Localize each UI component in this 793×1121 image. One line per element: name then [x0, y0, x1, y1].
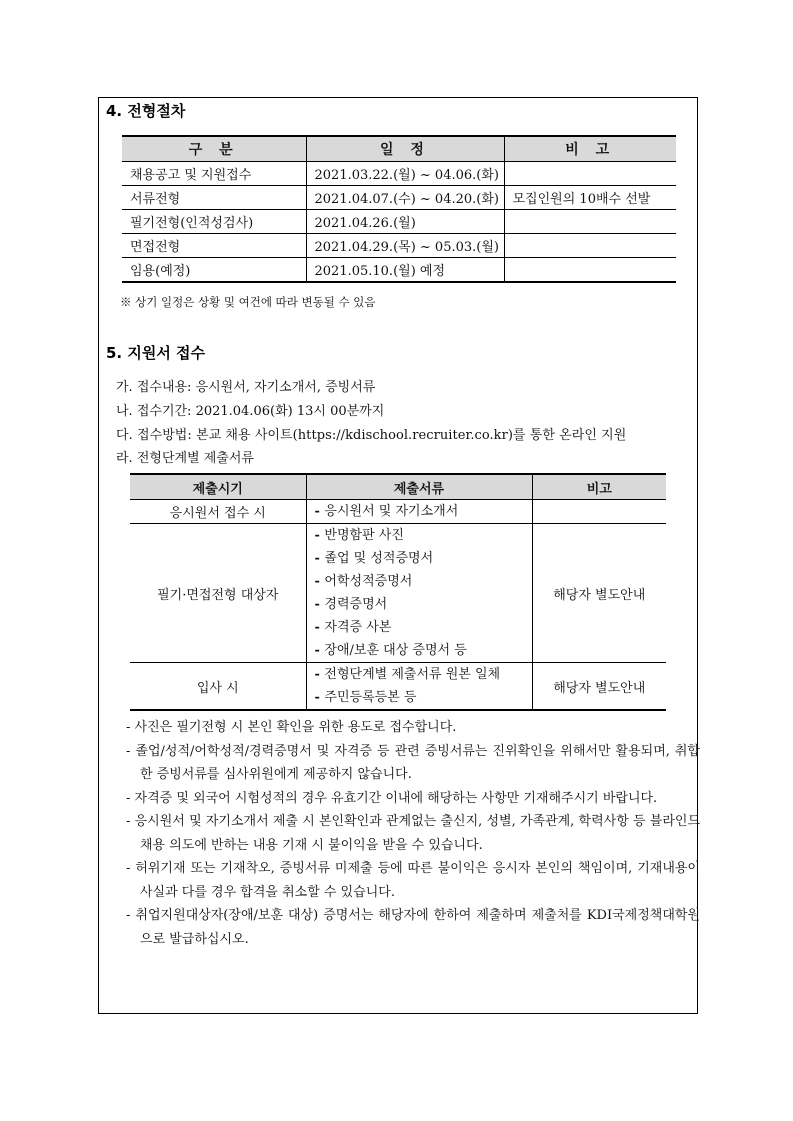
table-row [130, 524, 666, 663]
schedule-table [122, 135, 676, 283]
submission-remark: 해당자 별도안내 [532, 663, 666, 711]
note-item: - 허위기재 또는 기재착오, 증빙서류 미제출 등에 따른 불이익은 응시자 본인의 책임이며, 기재내용이 사실과 다를 경우 합격을 취소할 수 있습니다. [126, 857, 700, 904]
schedule-date: 2021.05.10.(월) 예정 [306, 258, 504, 283]
schedule-date: 2021.04.29.(목) ~ 05.03.(월) [306, 234, 504, 258]
documents-header: 비고 [532, 474, 666, 500]
documents-header: 제출서류 [306, 474, 532, 500]
schedule-header: 구 분 [122, 136, 306, 162]
document-item: - 반명함판 사진 [315, 524, 532, 547]
schedule-remark [504, 258, 676, 283]
table-row [122, 258, 676, 283]
schedule-remark [504, 162, 676, 186]
documents-header: 제출시기 [130, 474, 306, 500]
schedule-header: 일 정 [306, 136, 504, 162]
schedule-date: 2021.04.26.(월) [306, 210, 504, 234]
note-item: - 졸업/성적/어학성적/경력증명서 및 자격증 등 관련 증빙서류는 진위확인을 위해서만 활용되며, 취합한 증빙서류를 심사위원에게 제공하지 않습니다. [126, 740, 700, 787]
schedule-date: 2021.03.22.(월) ~ 04.06.(화) [306, 162, 504, 186]
submission-stage: 필기·면접전형 대상자 [130, 524, 306, 663]
schedule-remark [504, 234, 676, 258]
list-item: 다. 접수방법: 본교 채용 사이트(https://kdischool.recruiter.co.kr)를 통한 온라인 지원 [116, 428, 627, 443]
schedule-stage: 필기전형(인적성검사) [122, 210, 306, 234]
schedule-remark: 모집인원의 10배수 선발 [504, 186, 676, 210]
list-item: 가. 접수내용: 응시원서, 자기소개서, 증빙서류 [116, 380, 376, 395]
document-item: - 장애/보훈 대상 증명서 등 [315, 639, 532, 662]
schedule-remark [504, 210, 676, 234]
note-item: - 응시원서 및 자기소개서 제출 시 본인확인과 관계없는 출신지, 성별, 가족관계, 학력사항 등 블라인드 채용 의도에 반하는 내용 기재 시 불이익을 받을 수 있습니다. [126, 810, 700, 857]
document-item: - 졸업 및 성적증명서 [315, 547, 532, 570]
submission-notes [126, 716, 700, 951]
schedule-note: ※ 상기 일정은 상황 및 여건에 따라 변동될 수 있음 [120, 295, 376, 309]
schedule-stage: 임용(예정) [122, 258, 306, 283]
table-row [122, 210, 676, 234]
submission-docs [306, 500, 532, 524]
table-row [130, 663, 666, 711]
document-item: - 경력증명서 [315, 593, 532, 616]
schedule-stage: 면접전형 [122, 234, 306, 258]
submission-stage: 입사 시 [130, 663, 306, 711]
submission-docs [306, 524, 532, 663]
document-item: - 자격증 사본 [315, 616, 532, 639]
documents-table [130, 473, 666, 711]
table-row [122, 162, 676, 186]
document-item: - 주민등록등본 등 [315, 686, 532, 709]
submission-remark: 해당자 별도안내 [532, 524, 666, 663]
table-row [122, 234, 676, 258]
submission-remark [532, 500, 666, 524]
note-item: - 취업지원대상자(장애/보훈 대상) 증명서는 해당자에 한하여 제출하며 제출처를 KDI국제정책대학원으로 발급하십시오. [126, 904, 700, 951]
submission-docs [306, 663, 532, 711]
list-item: 나. 접수기간: 2021.04.06(화) 13시 00분까지 [116, 404, 385, 419]
document-item: - 응시원서 및 자기소개서 [315, 500, 532, 523]
schedule-header: 비 고 [504, 136, 676, 162]
note-item: - 사진은 필기전형 시 본인 확인을 위한 용도로 접수합니다. [126, 716, 700, 740]
table-row [122, 186, 676, 210]
document-item: - 어학성적증명서 [315, 570, 532, 593]
schedule-date: 2021.04.07.(수) ~ 04.20.(화) [306, 186, 504, 210]
list-item: 라. 전형단계별 제출서류 [116, 451, 254, 466]
section4-heading: 4. 전형절차 [106, 102, 186, 120]
schedule-header-row [122, 136, 676, 162]
table-row [130, 500, 666, 524]
schedule-stage: 채용공고 및 지원접수 [122, 162, 306, 186]
note-item: - 자격증 및 외국어 시험성적의 경우 유효기간 이내에 해당하는 사항만 기재해주시기 바랍니다. [126, 787, 700, 811]
document-item: - 전형단계별 제출서류 원본 일체 [315, 663, 532, 686]
documents-header-row [130, 474, 666, 500]
schedule-stage: 서류전형 [122, 186, 306, 210]
submission-stage: 응시원서 접수 시 [130, 500, 306, 524]
section5-heading: 5. 지원서 접수 [106, 344, 206, 362]
